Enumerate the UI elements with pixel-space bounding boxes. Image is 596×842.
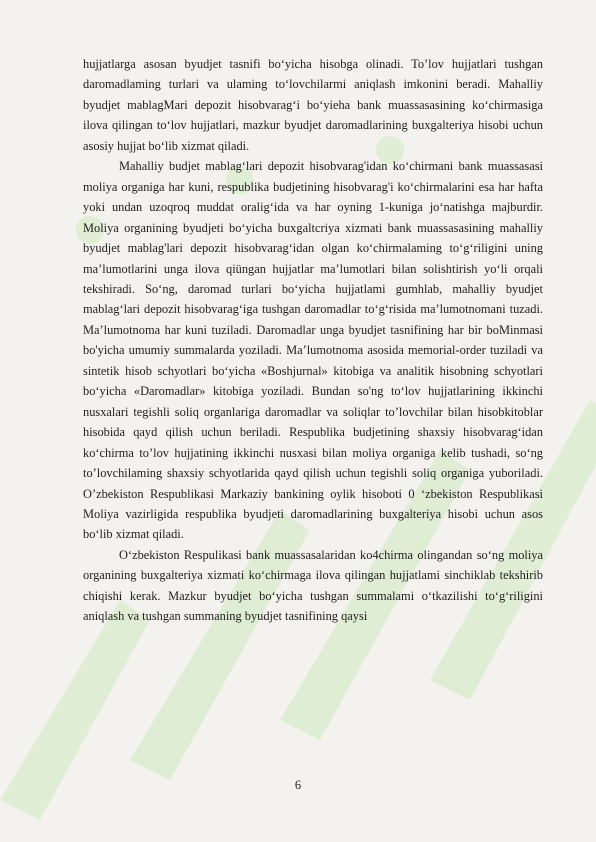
page-number: 6 bbox=[294, 778, 302, 792]
paragraph-3: O‘zbekiston Respulikasi bank muassasalaridan ko4chirma olingandan so‘ng moliya organining buxgalteriya xizmati ko‘chirmaga ilova qilingan hujjatlami sinchiklab tekshirib chiqishi kerak. Mazkur byudjet bo‘yicha tushgan summalami o‘tkazilishi to‘g‘riligini aniqlash va tushgan summaning byudjet tasnifining qaysi bbox=[83, 547, 543, 624]
page-body bbox=[83, 54, 543, 627]
paragraph-1: hujjatlarga asosan byudjet tasnifi bo‘yicha hisobga olinadi. To’lov hujjatlari tushgan daromadlaming turlari va ulaming to‘lovchilarmi aniqlash imkonini beradi. Mahalliy byudjet mablagMari depozit hisobvarag‘i bo‘yieha bank muassasasining ko‘chirmasiga ilova qilingan to‘lov hujjatlari, mazkur byudjet daromadlarining buxgalteriya hisobi uchun asosiy hujjat bo‘lib xizmat qiladi. bbox=[83, 57, 543, 153]
paragraph-2: Mahalliy budjet mablag‘lari depozit hisobvarag'idan ko‘chirmani bank muassasasi moliya organiga har kuni, respublika budjetining hisobvarag'i ko‘chirmalarini esa har hafta yoki undan uzoqroq muddat oralig‘ida va har oyning 1-kuniga jo‘natishga majburdir. Moliya organining byudjeti bo‘yicha buxgaltcriya xizmati bank muassasasining mahalliy byudjet mablag'lari depozit hisobvarag‘idan olgan ko‘chirmalaming to‘g‘riligini uning ma’lumotlarini unga ilova qiüngan hujjatlar ma’lumotlari bilan solishtirish yo‘li orqali tekshiradi. So‘ng, daromad turlari bo‘yicha hujjatlami gumhlab, mahalliy byudjet mablag‘lari depozit hisobvarag‘iga tushgan daromadlar to‘g‘risida ma’lumotnomani tuzadi. Ma’lumotnoma har kuni tuziladi. Daromadlar unga byudjet tasnifining har bir boMinmasi bo'yicha umumiy summalarda yoziladi. Ma’lumotnoma asosida memorial-order tuziladi va sintetik hisob schyotlari bo‘yicha «Boshjurnal» kitobiga va analitik hisobning schyotlari bo‘yicha «Daromadlar» kitobiga yoziladi. Bundan so'ng to‘lov hujjatlarining ikkinchi nusxalari tegishli soliq organlariga daromadlar va soliqlar to’lovchilar bilan hisobkitoblar hisobida qayd qilish uchun beriladi. Respublika budjetining shaxsiy hisobvarag‘idan ko‘chirma to’lov hujjatining ikkinchi nusxasi bilan moliya organiga kelib tushadi, so‘ng to’lovchilaming shaxsiy schyotlarida qayd qilish uchun tegishli soliq organiga yuboriladi. O’zbekiston Respublikasi Markaziy bankining oylik hisoboti 0 ‘zbekiston Respublikasi Moliya vazirligida respublika byudjeti daromadlarining buxgalteriya hisobi uchun asos bo‘lib xizmat qiladi. bbox=[83, 159, 543, 542]
